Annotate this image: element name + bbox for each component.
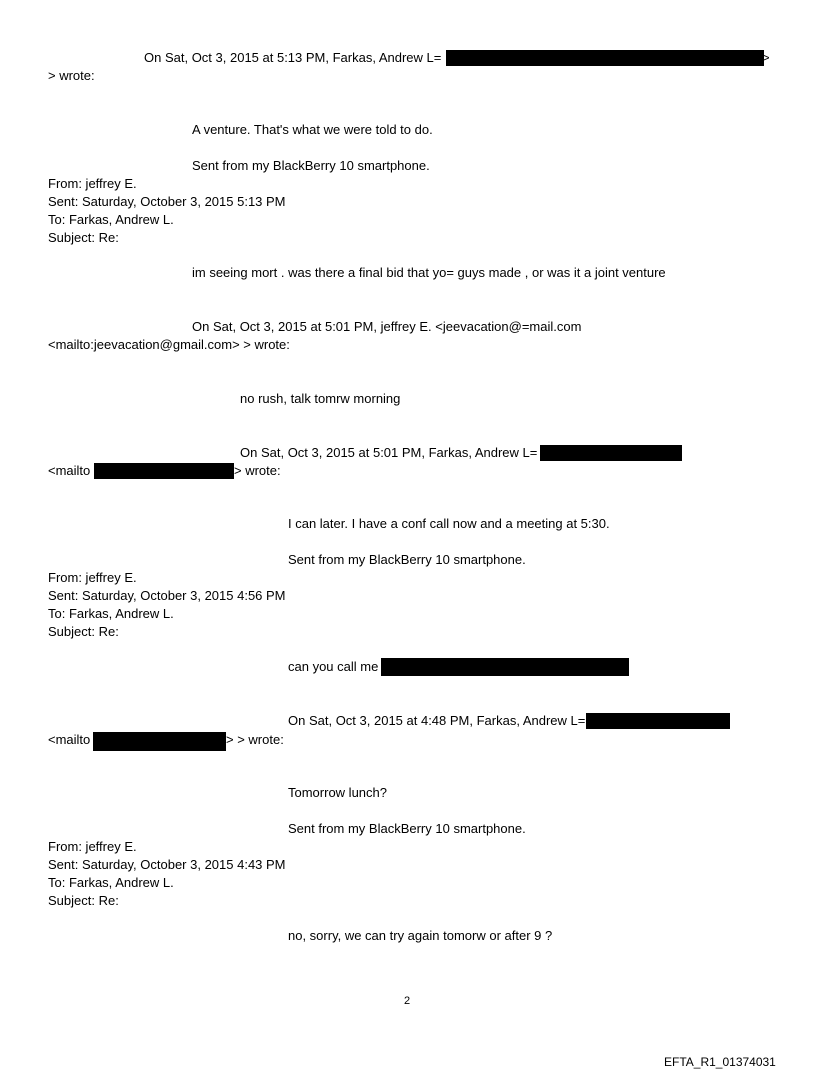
message-body: im seeing mort . was there a final bid that yo= guys made , or was it a joint venture xyxy=(192,265,666,280)
from-header: From: jeffrey E. xyxy=(48,176,137,191)
from-header: From: jeffrey E. xyxy=(48,570,137,585)
quote-header-line: On Sat, Oct 3, 2015 at 4:48 PM, Farkas, Andrew L= xyxy=(288,713,586,728)
quote-header-fragment: > > wrote: xyxy=(226,732,284,747)
sent-header: Sent: Saturday, October 3, 2015 5:13 PM xyxy=(48,194,286,209)
quote-header-line: > wrote: xyxy=(48,68,95,83)
message-body: A venture. That's what we were told to do. xyxy=(192,122,433,137)
message-body: Tomorrow lunch? xyxy=(288,785,387,800)
page-number: 2 xyxy=(404,995,411,1007)
redaction-block xyxy=(93,732,226,751)
redaction-block xyxy=(381,658,629,676)
subject-header: Subject: Re: xyxy=(48,230,119,245)
mailto-prefix: <mailto xyxy=(48,463,91,478)
redaction-block xyxy=(586,713,730,729)
redaction-block xyxy=(540,445,682,461)
redaction-block xyxy=(446,50,764,66)
from-header: From: jeffrey E. xyxy=(48,839,137,854)
message-body: no rush, talk tomrw morning xyxy=(240,391,401,406)
quote-header-line: On Sat, Oct 3, 2015 at 5:01 PM, Farkas, Andrew L= xyxy=(240,445,538,460)
sent-header: Sent: Saturday, October 3, 2015 4:56 PM xyxy=(48,588,286,603)
sent-header: Sent: Saturday, October 3, 2015 4:43 PM xyxy=(48,857,286,872)
message-body: no, sorry, we can try again tomorw or after 9 ? xyxy=(288,928,553,943)
quote-header-fragment: > xyxy=(762,50,770,65)
to-header: To: Farkas, Andrew L. xyxy=(48,606,174,621)
mailto-prefix: <mailto xyxy=(48,732,91,747)
redaction-block xyxy=(94,463,234,479)
signature-line: Sent from my BlackBerry 10 smartphone. xyxy=(192,158,430,173)
subject-header: Subject: Re: xyxy=(48,893,119,908)
quote-header-fragment: > wrote: xyxy=(234,463,281,478)
signature-line: Sent from my BlackBerry 10 smartphone. xyxy=(288,552,526,567)
signature-line: Sent from my BlackBerry 10 smartphone. xyxy=(288,821,526,836)
document-id: EFTA_R1_01374031 xyxy=(664,1055,776,1069)
quote-header-line: <mailto:jeevacation@gmail.com> > wrote: xyxy=(48,337,290,352)
quote-header-line: On Sat, Oct 3, 2015 at 5:13 PM, Farkas, Andrew L= xyxy=(144,50,442,65)
quote-header-line: On Sat, Oct 3, 2015 at 5:01 PM, jeffrey E. <jeevacation@=mail.com xyxy=(192,319,582,334)
subject-header: Subject: Re: xyxy=(48,624,119,639)
to-header: To: Farkas, Andrew L. xyxy=(48,212,174,227)
message-body: I can later. I have a conf call now and a meeting at 5:30. xyxy=(288,516,610,531)
message-body: can you call me xyxy=(288,659,379,674)
to-header: To: Farkas, Andrew L. xyxy=(48,875,174,890)
